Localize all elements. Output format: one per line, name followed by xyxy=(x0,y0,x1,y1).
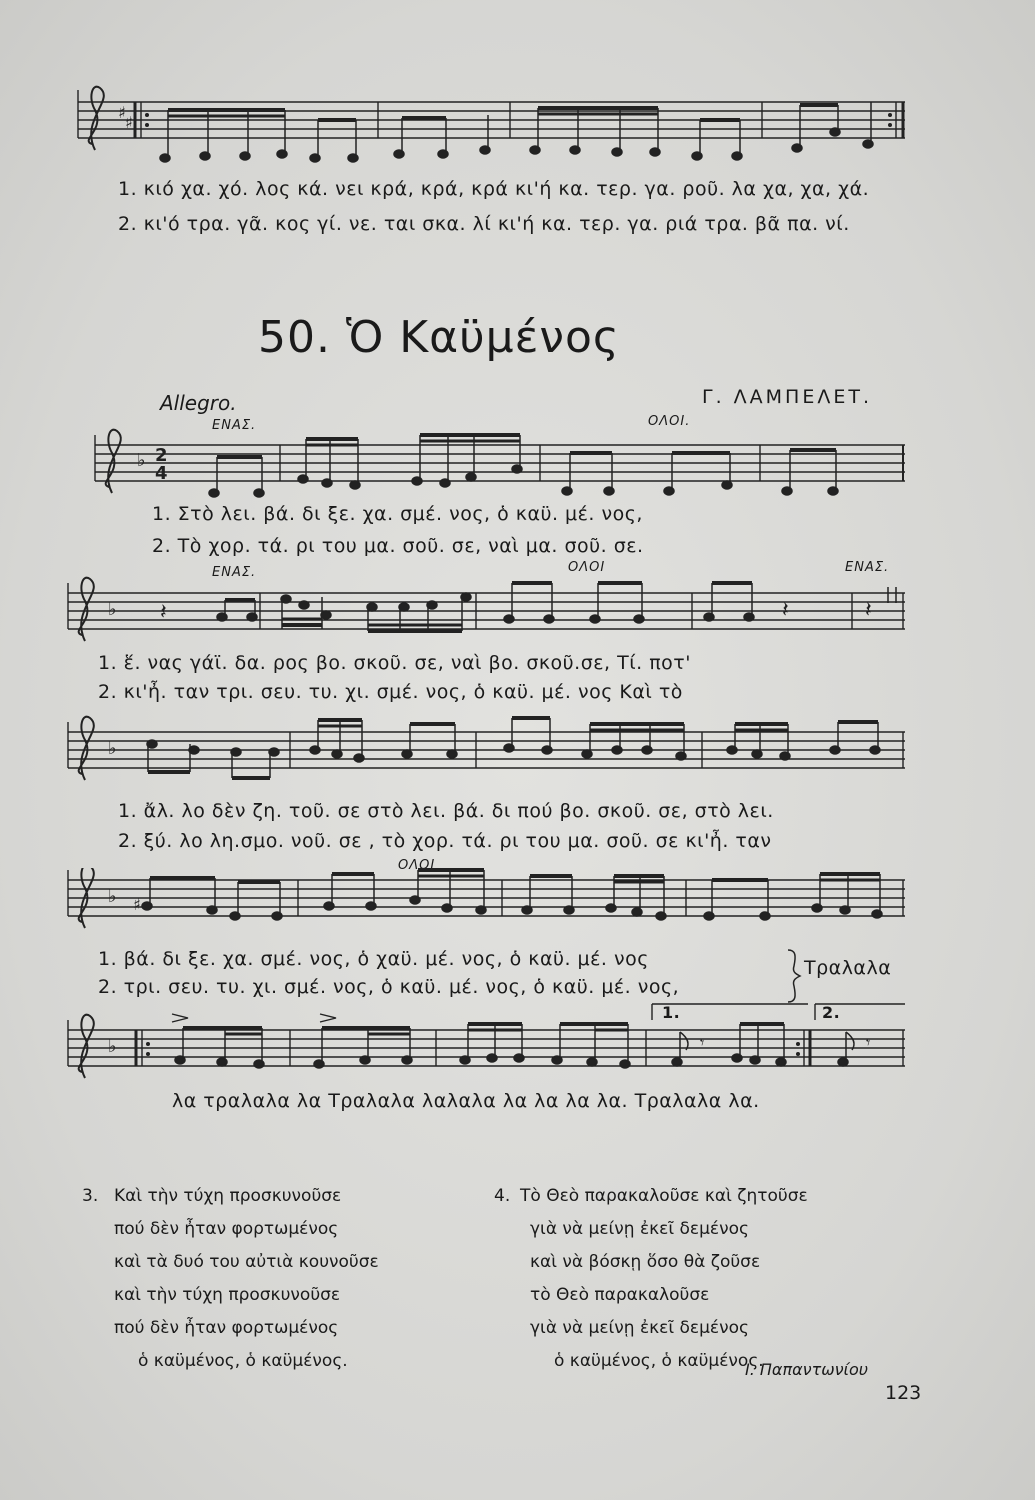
verse-3-line: πού δὲν ἦταν φορτωμένος xyxy=(114,1318,339,1338)
svg-text:𝄽: 𝄽 xyxy=(865,598,872,623)
staff-system-1 xyxy=(0,425,1035,505)
svg-text:♭: ♭ xyxy=(108,1036,117,1057)
verse-4-number: 4. xyxy=(494,1186,511,1206)
tralala-label: Τραλαλα xyxy=(804,957,892,979)
svg-text:♯: ♯ xyxy=(118,103,126,122)
volta-first-label: 1. xyxy=(662,1003,681,1022)
svg-text:♭: ♭ xyxy=(137,450,146,471)
cue-enas-2: ΕΝΑΣ. xyxy=(212,565,257,580)
tempo-marking: Allegro. xyxy=(160,391,237,415)
svg-text:𝄾: 𝄾 xyxy=(700,1033,705,1052)
verse-4-line: γιὰ νὰ μείνῃ ἐκεῖ δεμένος xyxy=(530,1318,749,1338)
verse-4-line: τὸ Θεὸ παρακαλοῦσε xyxy=(530,1285,710,1305)
cue-oloi-1: ΟΛΟΙ. xyxy=(648,414,691,429)
top-lyric-line-1: 1. κιό χα. χό. λος κά. νει κρά, κρά, κρά κι'ή κα. τερ. γα. ροῦ. λα χα, χα, χά. xyxy=(118,178,870,200)
staff-system-4 xyxy=(0,868,1035,948)
top-lyric-line-2: 2. κι'ό τρα. γᾶ. κος γί. νε. ται σκα. λί κι'ή κα. τερ. γα. ριά τρα. βᾶ πα. νί. xyxy=(118,213,850,235)
verse-3-line: καὶ τὴν τύχη προσκυνοῦσε xyxy=(114,1285,341,1305)
verse-4-line: καὶ νὰ βόσκῃ ὅσο θὰ ζοῦσε xyxy=(530,1252,761,1272)
composer: Γ. ΛΑΜΠΕΛΕΤ. xyxy=(702,386,872,408)
system2-lyric-1: 1. ἕ. νας γάϊ. δα. ρος βο. σκοῦ. σε, ναὶ βο. σκοῦ.σε, Τί. ποτ' xyxy=(98,652,691,674)
cue-enas-3: ΕΝΑΣ. xyxy=(845,560,890,575)
svg-text:♯: ♯ xyxy=(133,895,141,914)
staff-system-3 xyxy=(0,712,1035,792)
system1-lyric-1: 1. Στὸ λει. βά. δι ξε. χα. σμέ. νος, ὁ καϋ. μέ. νος, xyxy=(152,503,643,525)
system1-lyric-2: 2. Τὸ χορ. τά. ρι του μα. σοῦ. σε, ναὶ μα. σοῦ. σε. xyxy=(152,535,644,557)
verse-3-number: 3. xyxy=(82,1186,99,1206)
system3-lyric-1: 1. ἄλ. λο δὲν ζη. τοῦ. σε στὸ λει. βά. δι πού βο. σκοῦ. σε, στὸ λει. xyxy=(118,800,774,822)
svg-text:𝄽: 𝄽 xyxy=(160,600,167,625)
author-signature: Ι. Παπαντωνίου xyxy=(745,1360,869,1379)
svg-text:4: 4 xyxy=(155,463,168,484)
verse-3 xyxy=(82,1180,379,1378)
cue-oloi-2: ΟΛΟΙ xyxy=(568,560,606,575)
verse-4-line: ὁ καϋμένος, ὁ καϋμένος. xyxy=(554,1351,764,1371)
svg-text:2: 2 xyxy=(155,445,168,466)
svg-text:♭: ♭ xyxy=(108,886,117,907)
cue-oloi-3: ΟΛΟΙ xyxy=(398,858,436,873)
system2-lyric-2: 2. κι'ἦ. ταν τρι. σευ. τυ. χι. σμέ. νος, ὁ καϋ. μέ. νος Καὶ τὸ xyxy=(98,681,683,703)
verse-3-line: ὁ καϋμένος, ὁ καϋμένος. xyxy=(138,1351,348,1371)
system3-lyric-2: 2. ξύ. λο λη.σμο. νοῦ. σε , τὸ χορ. τά. ρι του μα. σοῦ. σε κι'ἦ. ταν xyxy=(118,830,772,852)
song-title: 50. Ὁ Καϋμένος xyxy=(258,312,620,363)
system4-lyric-2: 2. τρι. σευ. τυ. χι. σμέ. νος, ὁ καϋ. μέ. νος, ὁ καϋ. μέ. νος, xyxy=(98,976,680,998)
verse-3-line: καὶ τὰ δυό του αὐτιὰ κουνοῦσε xyxy=(114,1252,379,1272)
staff-system-2 xyxy=(0,575,1035,655)
svg-text:♭: ♭ xyxy=(108,599,117,620)
staff-system-5 xyxy=(0,1000,1035,1100)
verse-4-line: γιὰ νὰ μείνῃ ἐκεῖ δεμένος xyxy=(530,1219,749,1239)
svg-text:♯: ♯ xyxy=(125,113,133,132)
svg-text:♭: ♭ xyxy=(108,738,117,759)
volta-second-label: 2. xyxy=(822,1003,841,1022)
cue-enas-1: ΕΝΑΣ. xyxy=(212,418,257,433)
verse-4-line: Τὸ Θεὸ παρακαλοῦσε καὶ ζητοῦσε xyxy=(520,1186,808,1206)
verse-3-line: Καὶ τὴν τύχη προσκυνοῦσε xyxy=(114,1186,342,1206)
verse-4 xyxy=(494,1180,808,1378)
page-number: 123 xyxy=(885,1382,922,1404)
verse-3-line: πού δὲν ἦταν φορτωμένος xyxy=(114,1219,339,1239)
svg-text:𝄽: 𝄽 xyxy=(782,598,789,623)
svg-text:𝄾: 𝄾 xyxy=(866,1033,871,1052)
system5-lyric: λα τραλαλα λα Τραλαλα λαλαλα λα λα λα λα. Τραλαλα λα. xyxy=(172,1090,760,1112)
top-staff xyxy=(0,80,1035,180)
system4-lyric-1: 1. βά. δι ξε. χα. σμέ. νος, ὁ χαϋ. μέ. νος, ὁ καϋ. μέ. νος xyxy=(98,948,649,970)
